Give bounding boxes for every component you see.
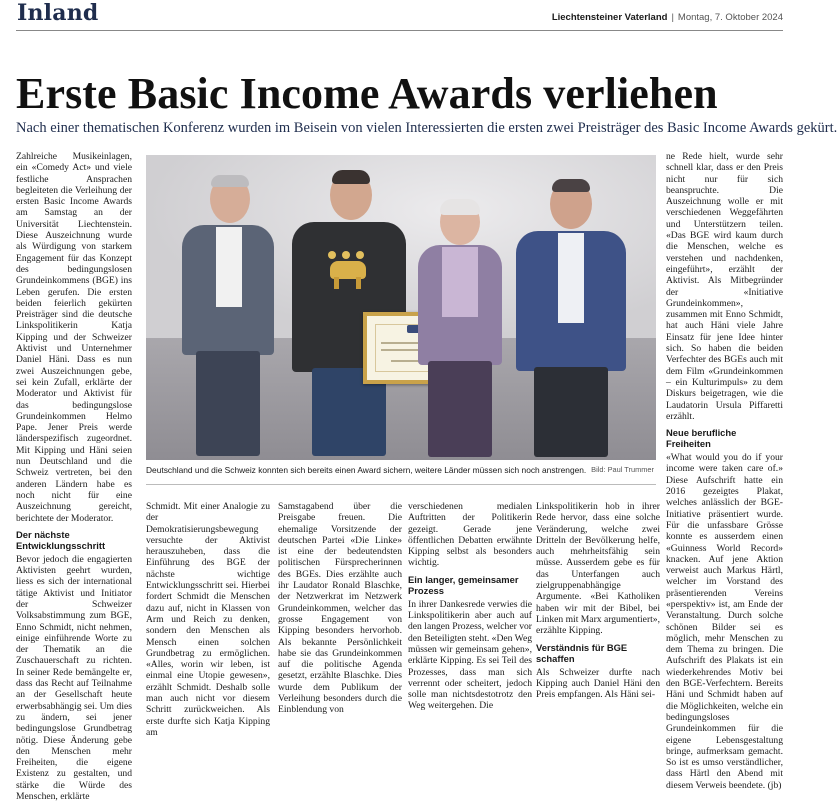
paragraph: verschiedenen medialen Auftritten der Politikerin gezeigt. Gerade jene öffentlichen Debatten erwähnte Kipping selbst als besonders wichtig. (408, 501, 532, 569)
text-column-5 (536, 501, 660, 701)
caption-rule (146, 484, 656, 485)
paragraph: Schmidt. Mit einer Analogie zu der Demokratisierungsbewegung versuchte der Aktivist herauszuheben, dass die Einführung des BGE der nächste wichtige Entwicklungsschritt sei. Hierbei fordert Schmidt die Menschen dazu auf, nicht in Klassen von Arm und Reich zu denken, sondern den Menschen als Mensch einen solchen Grundbetrag zu ermöglichen. «Alles, worin wir leben, ist einmal eine Utopie gewesen», erzählt Schmidt. Deshalb solle man auch nicht vor diesem Schritt zurückweichen. Als erste durfte sich Katja Kipping am (146, 501, 270, 738)
masthead-separator: | (671, 12, 674, 23)
person-right (512, 179, 630, 460)
newspaper-name: Liechtensteiner Vaterland (551, 12, 668, 23)
paragraph: Linkspolitikerin hob in ihrer Rede hervor, dass eine solche Veränderung, welche zwei Dritteln der Bevölkerung helfe, auch mehrheitsfähig sein müsse. Ausserdem gebe es für das Unterfangen auch zielgruppenabhängige Argumente. «Bei Katholiken haben wir mit der Bibel, bei Linken mit Marx argumentiert», erzählte Kipping. (536, 501, 660, 637)
paragraph: Samstagabend über die Preisgabe freuen. Die ehemalige Vorsitzende der deutschen Partei «Die Linke» ist eine der bedeutendsten politischen Fürsprecherinnen des BGEs. Dies erzählte auch ihr Laudator Ronald Blaschke, der Netzwerkrat im Netzwerk Grundeinkommen, welcher das grosse Engagement von Kipping besonders hervorhob. Als bekannte Persönlichkeit habe sie das Grundeinkommen auf die politische Agenda gesetzt, erzählte Blaschke. Dies wurde dem Publikum der Verleihung besonders durch die Einblendung von (278, 501, 402, 716)
text-column-2 (146, 501, 270, 738)
article-headline: Erste Basic Income Awards verliehen (16, 69, 718, 118)
subheading: Verständnis für BGE schaffen (536, 641, 628, 664)
article-lede: Nach einer thematischen Konferenz wurden im Beisein von vielen Interessierten die ersten zwei Preisträger des Basic Income Awards gekürt. (16, 120, 837, 136)
caption-text: Deutschland und die Schweiz konnten sich bereits einen Award sichern, weitere Länder müssen sich noch anstrengen. (146, 465, 587, 475)
paragraph: ne Rede hielt, wurde sehr schnell klar, dass er den Preis nicht nur für sich beanspruchte. Die Auszeichnung wolle er mit verschiedenen Weggefährten und Unterstützern teilen. «Das BGE wird kaum durch die Menschen, welche es verstehen und nachdenken, eingeführt», erzählt der Aktivist. Als Mitbegründer der «Initiative Grundeinkommen», zusammen mit Enno Schmidt, hat auch Häni viele Jahre Einsatz für jene Idee hinter sich. So haben die beiden Verfechter des BGEs auch mit dem Film «Grundeinkommen – ein Kulturimpuls» zu dem Diskurs beigetragen, wie die Laudatorin Ursula Piffaretti erzählt. (666, 151, 783, 422)
paragraph: Bevor jedoch die engagierten Aktivisten geehrt wurden, liess es sich der international tätige Aktivist und Initiator der Schweizer Volksabstimmung zum BGE, Enno Schmidt, nicht nehmen, einige einführende Worte zu der Thematik an die Zuschauerschaft zu richten. In seiner Rede bemängelte er, dass das Recht auf Teilnahme an der Gesellschaft heute erwerbsabhängig sei. Um dies zu ändern, sei jener bedingungslose Grundbetrag nötig. Diese Änderung gebe den Menschen mehr Freiheiten, die eigene Existenz zu gestalten, und stärke die Würde des Menschen, erklärte (16, 553, 132, 802)
section-title: Inland (17, 0, 99, 26)
text-column-6 (666, 151, 783, 791)
paragraph: Als Schweizer durfte nach Kipping auch Daniel Häni den Preis empfangen. Als Häni sei- (536, 666, 660, 701)
photo-caption (146, 465, 654, 475)
paragraph: Zahlreiche Musikeinlagen, ein «Comedy Act» und viele festliche Ansprachen begleiteten die Verleihung der ersten Basic Income Awards am Samstag an der Universität Liechtenstein. Diese Auszeichnung wurde als Würdigung von starkem Engagement für das Konzept des bedingungslosen Grundeinkommens (BGE) ins Leben gerufen. Die ersten beiden feierlich gekürten Preisträger sind die deutsche Linkspolitikerin Katja Kipping und der Schweizer Aktivist und Unternehmer Daniel Häni. Dass es nun zwei Auszeichnungen gebe, sei kein Zufall, erklärte der Moderator und Aktivist für das bedingungslose Grundeinkommen Helmo Pape. Jener Preis werde länderspezifisch zugeordnet. Mit Kipping und Häni seien nun Deutschland und die Schweiz vertreten, bei den anderen Ländern habe es noch nicht für eine Auszeichnung gereicht, berichtete der Moderator. (16, 151, 132, 524)
header-rule (16, 30, 783, 31)
subheading: Der nächste Entwicklungsschritt (16, 528, 106, 551)
person-woman (412, 199, 508, 460)
text-column-3 (278, 501, 402, 716)
paragraph: In ihrer Dankesrede verwies die Linkspolitikerin aber auch auf den langen Prozess, welcher vor den Beteiligten steht. «Den Weg müssen wir gemeinsam gehen», erklärte Kipping. Es sei Teil des Prozesses, dass man sich verrennt oder scheitert, jedoch solle man nichtsdestotrotz den Weg weitergehen. Die (408, 598, 533, 712)
text-column-4 (408, 501, 533, 712)
person-left (178, 175, 278, 460)
subheading: Ein langer, gemeinsamer Prozess (408, 573, 519, 596)
masthead (552, 12, 783, 23)
issue-date: Montag, 7. Oktober 2024 (677, 12, 783, 23)
award-photo (146, 155, 656, 460)
photo-credit: Bild: Paul Trummer (591, 465, 654, 474)
paragraph: «What would you do if your income were taken care of.» Diese Aufschrift hatte ein 2016 gezeigtes Plakat, welches anlässlich der BGE-Initiative präsentiert wurde. Für die unfassbare Grösse konnte es ausserdem einen «Guinness World Record» knacken. Auf jene Aktion verweist auch Markus Härtl, welcher im Vorstand des präsentierenden Vereins «perspektiv» ist, am Ende der Veranstaltung. Durch solche schönen Bilder sei es möglich, mehr Menschen zu dem Thema zu bringen. Die Aufschrift des Plakats ist ein wiederkehrendes Motiv bei den BGE-Verfechtern. Bereits Häni und Schmidt haben auf die Möglichkeiten, welche ein bedingungsloses Grundeinkommen für die eigene Lebensgestaltung bringe, aufmerksam gemacht. So ist es umso verständlicher, dass Härtl den Abend mit diesem Verweis beendete. (jb) (666, 452, 783, 791)
award-trophy (322, 251, 374, 291)
subheading: Neue berufliche Freiheiten (666, 427, 737, 450)
text-column-1 (16, 151, 132, 802)
